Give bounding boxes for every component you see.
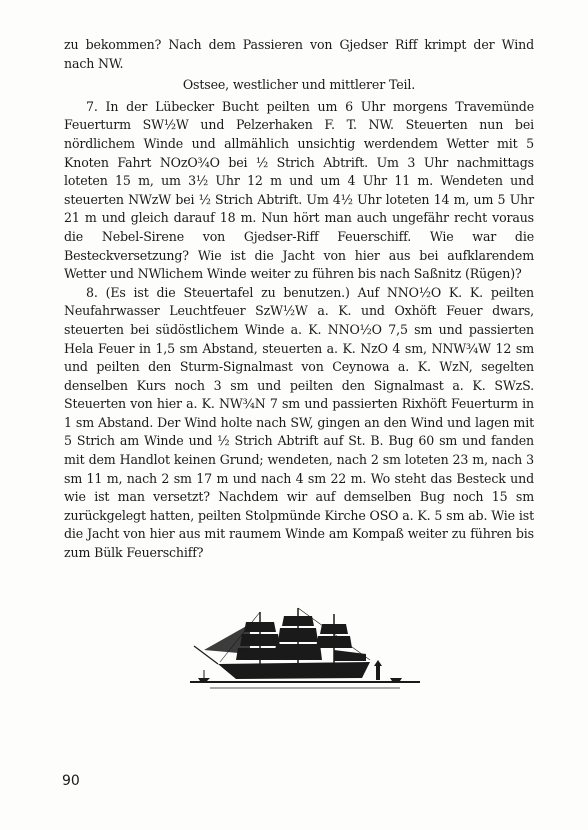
exercise-7: 7. In der Lübecker Bucht peilten um 6 Uhr morgens Travemünde Feuerturm SW½W und Pelzerhaken F. T. NW. Steuerten nun bei nördlichem Winde und allmählich unsichtig werdendem Wetter mit 5 Knoten Fahrt NOzO¾O bei ½ Strich Abtrift. Um 3 Uhr nachmittags loteten 15 m, um 3½ Uhr 12 m und um 4 Uhr 11 m. Wendeten und steuerten NWzW bei ½ Strich Abtrift. Um 4½ Uhr loteten 14 m, um 5 Uhr 21 m und gleich darauf 18 m. Nun hört man auch ungefähr recht voraus die Nebel-Sirene von Gjedser-Riff Feuerschiff. Wie war die Besteckversetzung? Wie ist die Jacht von hier aus bei aufklarendem Wetter und NWlichem Winde weiter zu führen bis nach Saßnitz (Rügen)? (64, 98, 534, 282)
page-number: 90 (62, 773, 80, 789)
continuation-text: zu bekommen? Nach dem Passieren von Gjedser Riff krimpt der Wind nach NW. (64, 37, 534, 71)
exercise-8: 8. (Es ist die Steuertafel zu benutzen.) Auf NNO½O K. K. peilten Neufahrwasser Leuchtfeuer SzW½W a. K. und Oxhöft Feuer dwars, steuerten bei südöstlichem Winde a. K. NNO½O 7,5 sm und passierten Hela Feuer in 1,5 sm Abstand, steuerten a. K. NzO 4 sm, NNW¾W 12 sm und peilten den Sturm-Signalmast von Ceynowa a. K. WzN, segelten denselben Kurs noch 3 sm und peilten den Signalmast a. K. SWzS. Steuerten von hier a. K. NW¾N 7 sm und passierten Rixhöft Feuerturm in 1 sm Abstand. Der Wind holte nach SW, gingen an den Wind und lagen mit 5 Strich am Winde und ½ Strich Abtrift auf St. B. Bug 60 sm und fanden mit dem Handlot keinen Grund; wendeten, nach 2 sm loteten 23 m, nach 3 sm 11 m, nach 2 sm 17 m und nach 4 sm 22 m. Wo steht das Besteck und wie ist man versetzt? Nachdem wir auf demselben Bug noch 15 sm zurückgelegt hatten, peilten Stolpmünde Kirche OSO a. K. 5 sm ab. Wie ist die Jacht von hier aus mit raumem Winde am Kompaß weiter zu führen bis zum Bülk Feuerschiff? (64, 284, 534, 561)
page-body (64, 36, 534, 563)
section-heading: Ostsee, westlicher und mittlerer Teil. (182, 77, 416, 93)
sailing-ship-vignette (190, 604, 420, 696)
